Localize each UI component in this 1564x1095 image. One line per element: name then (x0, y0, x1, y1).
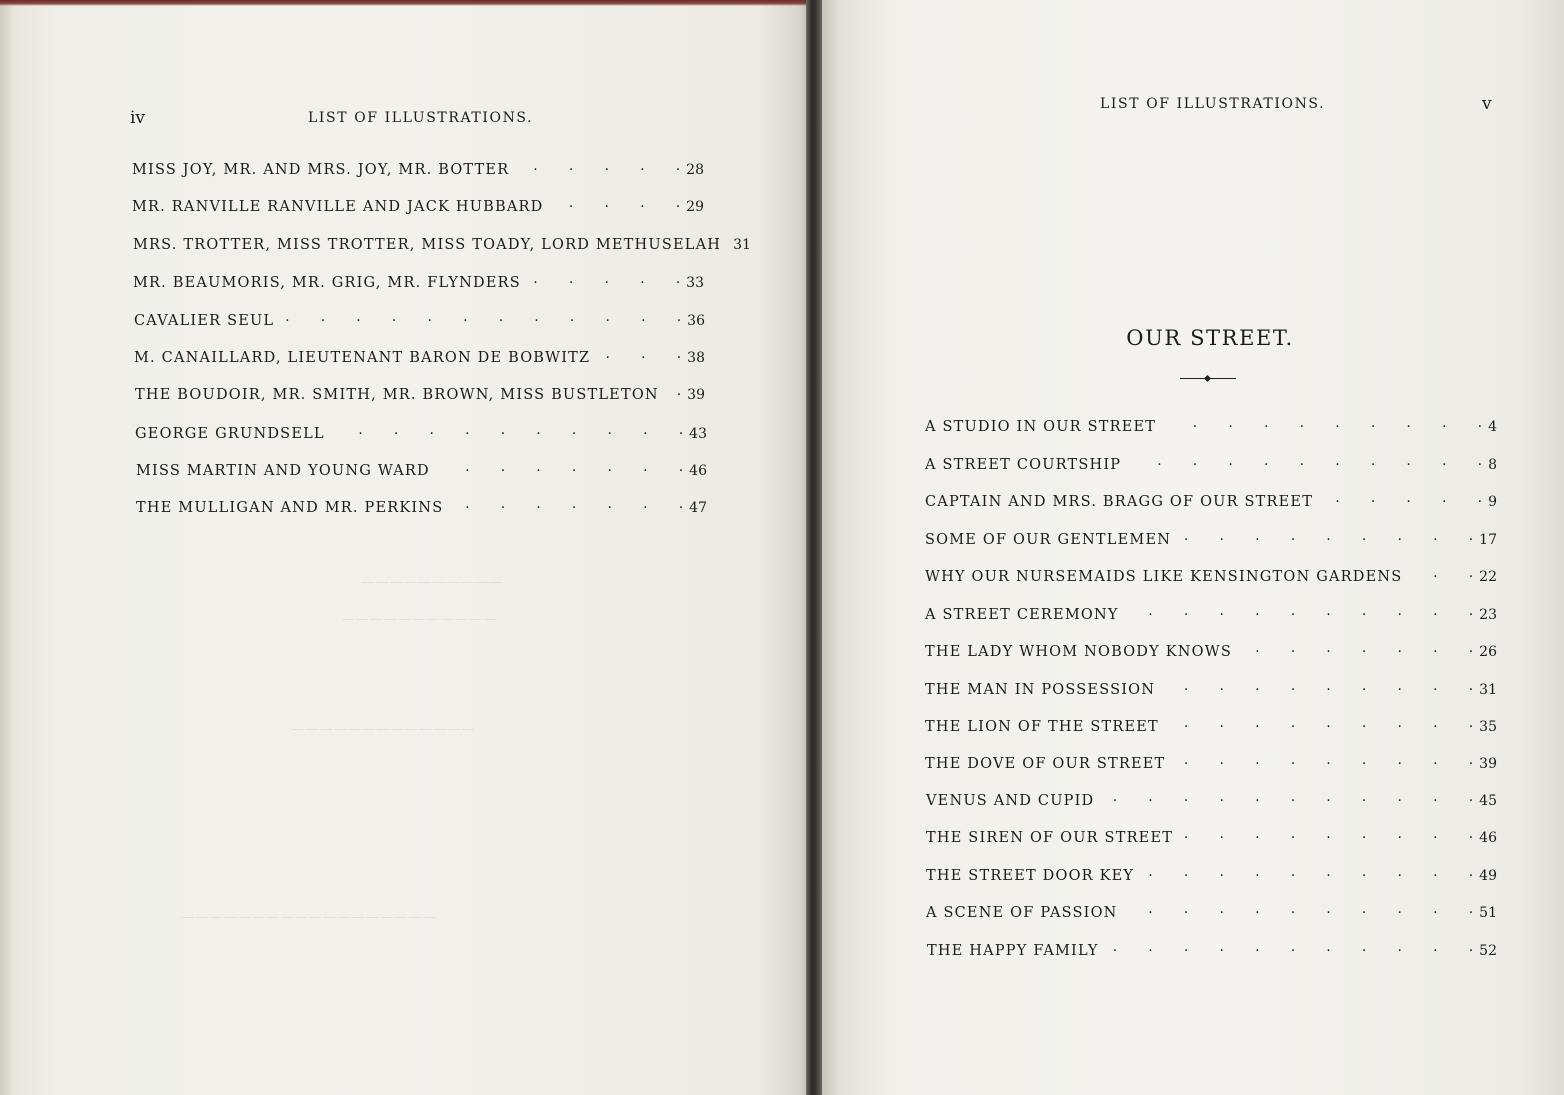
entry-title: VENUS AND CUPID (926, 793, 1095, 809)
dot-leader (449, 496, 683, 512)
illustration-entry (925, 453, 1497, 473)
page-number: iv (130, 108, 146, 128)
entry-page: 47 (689, 500, 707, 516)
entry-title: MRS. TROTTER, MISS TROTTER, MISS TOADY, LORD METHUSELAH (133, 237, 722, 253)
dot-leader (549, 195, 680, 211)
illustration-entry (925, 565, 1497, 585)
illustration-entry (926, 826, 1497, 846)
dot-leader (436, 459, 683, 475)
entry-page: 45 (1479, 793, 1497, 809)
entry-title: SOME OF OUR GENTLEMEN (925, 532, 1172, 548)
dot-leader (1105, 939, 1474, 955)
entry-page: 43 (689, 426, 707, 442)
illustration-entry (927, 939, 1497, 959)
running-head: LIST OF ILLUSTRATIONS. (1100, 96, 1326, 112)
illustration-entry (136, 459, 707, 479)
illustration-entry (925, 640, 1497, 660)
entry-title: THE SIREN OF OUR STREET (926, 830, 1174, 846)
dot-leader (1140, 864, 1473, 880)
illustration-entry (925, 528, 1497, 548)
illustration-entry (132, 195, 704, 215)
entry-page: 9 (1488, 494, 1497, 510)
dot-leader (596, 346, 681, 362)
entry-title: MR. BEAUMORIS, MR. GRIG, MR. FLYNDERS (133, 275, 521, 291)
show-through-text: —————————— (360, 575, 502, 590)
dot-leader (1127, 453, 1482, 469)
ornamental-rule (1180, 378, 1236, 379)
dot-leader (1125, 603, 1474, 619)
entry-page: 31 (733, 237, 751, 253)
entry-page: 38 (687, 350, 705, 366)
entry-page: 8 (1488, 457, 1497, 473)
illustration-entry (133, 233, 751, 253)
dot-leader (280, 309, 681, 325)
illustration-entry (134, 346, 705, 366)
entry-page: 39 (687, 387, 705, 403)
show-through-text: —————————————————— (180, 910, 436, 925)
dot-leader (665, 383, 681, 399)
illustration-entry (926, 901, 1497, 921)
entry-title: THE LION OF THE STREET (925, 719, 1159, 735)
entry-title: M. CANAILLARD, LIEUTENANT BARON DE BOBWITZ (134, 350, 591, 366)
dot-leader (1319, 490, 1482, 506)
entry-page: 51 (1479, 905, 1497, 921)
dot-leader (1179, 826, 1473, 842)
entry-page: 28 (686, 162, 704, 178)
dot-leader (1238, 640, 1473, 656)
entry-title: WHY OUR NURSEMAIDS LIKE KENSINGTON GARDENS (925, 569, 1403, 585)
illustration-entry (135, 422, 707, 442)
dot-leader (1177, 528, 1473, 544)
illustration-entry (925, 678, 1497, 698)
entry-page: 46 (689, 463, 707, 479)
entry-title: THE MULLIGAN AND MR. PERKINS (136, 500, 444, 516)
entry-title: THE LADY WHOM NOBODY KNOWS (925, 644, 1232, 660)
dot-leader (1124, 901, 1474, 917)
illustration-entry (134, 309, 705, 329)
entry-title: A STUDIO IN OUR STREET (925, 419, 1157, 435)
show-through-text: ————————————— (290, 722, 475, 737)
illustration-entry (925, 415, 1497, 435)
page-number: v (1482, 94, 1492, 114)
dot-leader (1100, 789, 1473, 805)
dot-leader (1165, 715, 1473, 731)
illustration-entry (925, 715, 1497, 735)
entry-page: 36 (687, 313, 705, 329)
entry-page: 33 (686, 275, 704, 291)
section-title: OUR STREET. (1126, 326, 1294, 350)
entry-title: THE HAPPY FAMILY (927, 943, 1099, 959)
entry-page: 35 (1479, 719, 1497, 735)
illustration-entry (136, 496, 707, 516)
entry-title: THE STREET DOOR KEY (926, 868, 1135, 884)
dot-leader (331, 422, 683, 438)
entry-title: THE BOUDOIR, MR. SMITH, MR. BROWN, MISS BUSTLETON (135, 387, 659, 403)
entry-page: 46 (1479, 830, 1497, 846)
entry-title: MR. RANVILLE RANVILLE AND JACK HUBBARD (132, 199, 544, 215)
cover-edge (0, 0, 808, 6)
entry-page: 26 (1479, 644, 1497, 660)
illustration-entry (135, 383, 705, 403)
entry-title: CAPTAIN AND MRS. BRAGG OF OUR STREET (925, 494, 1314, 510)
entry-page: 22 (1479, 569, 1497, 585)
dot-leader (1408, 565, 1473, 581)
illustration-entry (925, 490, 1497, 510)
illustration-entry (926, 789, 1497, 809)
entry-title: THE MAN IN POSSESSION (925, 682, 1156, 698)
entry-page: 29 (686, 199, 704, 215)
entry-title: MISS JOY, MR. AND MRS. JOY, MR. BOTTER (132, 162, 510, 178)
entry-page: 49 (1479, 868, 1497, 884)
entry-title: CAVALIER SEUL (134, 313, 275, 329)
entry-page: 17 (1479, 532, 1497, 548)
illustration-entry (132, 158, 704, 178)
entry-page: 52 (1479, 943, 1497, 959)
entry-page: 31 (1479, 682, 1497, 698)
dot-leader (1171, 752, 1473, 768)
entry-title: A STREET COURTSHIP (925, 457, 1122, 473)
dot-leader (515, 158, 680, 174)
entry-title: THE DOVE OF OUR STREET (925, 756, 1166, 772)
illustration-entry (925, 603, 1497, 623)
entry-title: A SCENE OF PASSION (926, 905, 1118, 921)
dot-leader (1161, 678, 1473, 694)
illustration-entry (925, 752, 1497, 772)
running-head: LIST OF ILLUSTRATIONS. (308, 110, 534, 126)
entry-title: A STREET CEREMONY (925, 607, 1119, 623)
illustration-entry (133, 271, 704, 291)
entry-title: MISS MARTIN AND YOUNG WARD (136, 463, 430, 479)
illustration-entry (926, 864, 1497, 884)
entry-page: 23 (1479, 607, 1497, 623)
entry-title: GEORGE GRUNDSELL (135, 426, 325, 442)
dot-leader (1162, 415, 1482, 431)
entry-page: 39 (1479, 756, 1497, 772)
show-through-text: ——————————— (340, 612, 497, 627)
entry-page: 4 (1488, 419, 1497, 435)
dot-leader (527, 271, 680, 287)
